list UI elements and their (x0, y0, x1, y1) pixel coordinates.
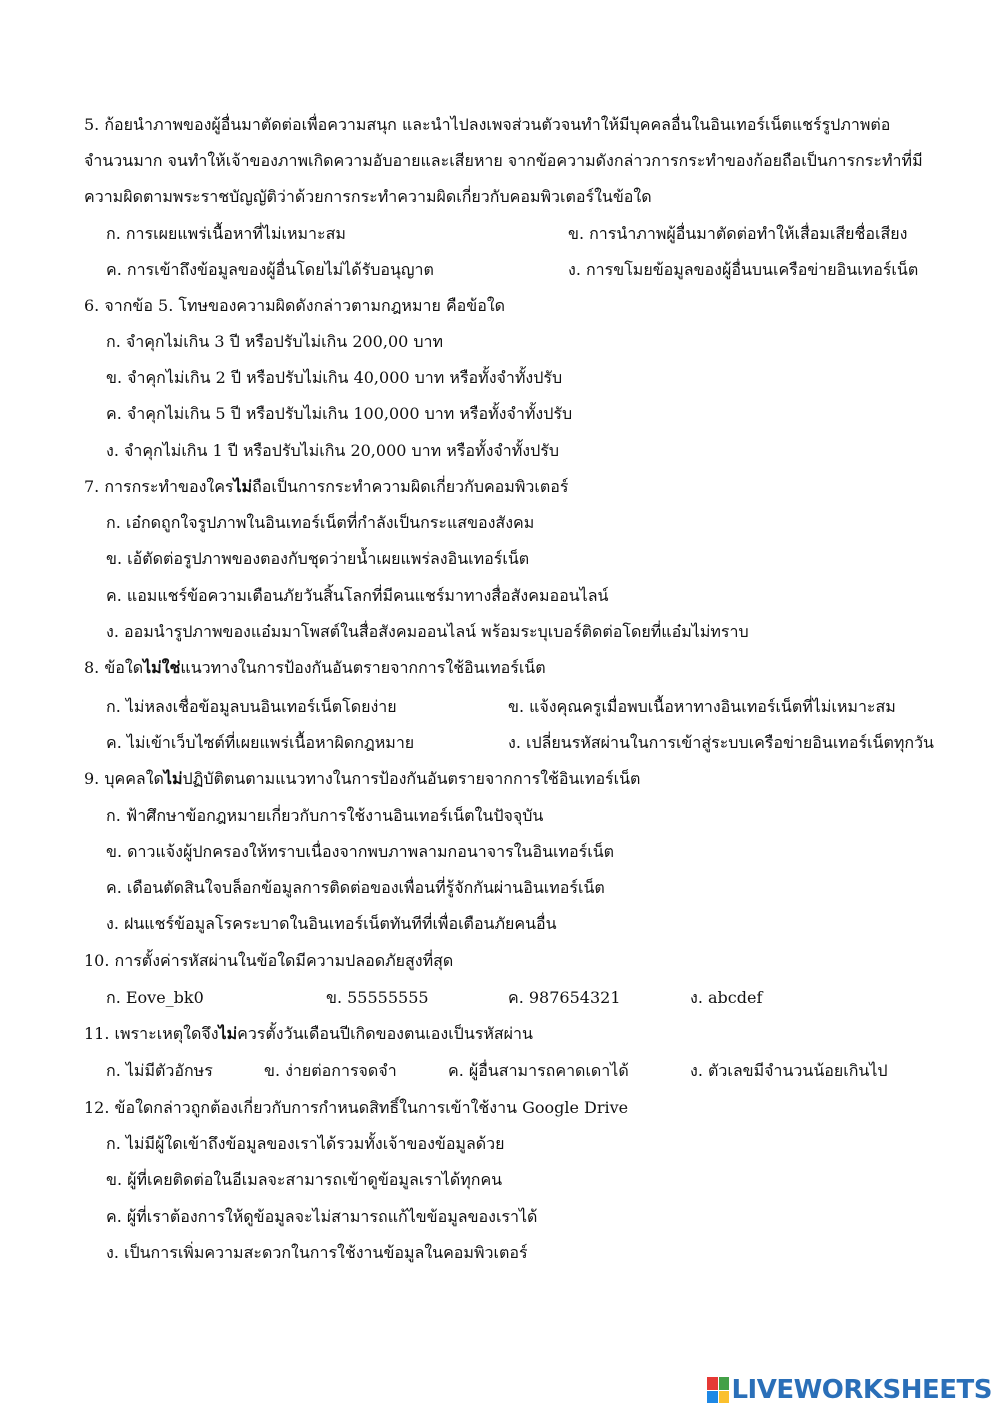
q6-option-b[interactable]: ข. จำคุกไม่เกิน 2 ปี หรือปรับไม่เกิน 40,000 บาท หรือทั้งจำทั้งปรับ (106, 368, 563, 387)
q8-text-post: แนวทางในการป้องกันอันตรายจากการใช้อินเทอร์เน็ต (180, 658, 546, 677)
q11-option-a[interactable]: ก. ไม่มีตัวอักษร (106, 1061, 213, 1080)
q10-option-c[interactable]: ค. 987654321 (508, 988, 621, 1007)
q9-text-post: ปฏิบัติตนตามแนวทางในการป้องกันอันตรายจากการใช้อินเทอร์เน็ต (182, 769, 641, 788)
q6-option-a[interactable]: ก. จำคุกไม่เกิน 3 ปี หรือปรับไม่เกิน 200,00 บาท (106, 332, 444, 351)
q6-option-c[interactable]: ค. จำคุกไม่เกิน 5 ปี หรือปรับไม่เกิน 100,000 บาท หรือทั้งจำทั้งปรับ (106, 404, 573, 423)
q5-line2: จำนวนมาก จนทำให้เจ้าของภาพเกิดความอับอายและเสียหาย จากข้อความดังกล่าวการกระทำของก้อยถือเป็นการกระทำที่มี (84, 151, 923, 170)
q9-text-emphasis: ไม่ (163, 769, 183, 788)
logo-mark-square (707, 1377, 718, 1390)
q12-option-c[interactable]: ค. ผู้ที่เราต้องการให้ดูข้อมูลจะไม่สามารถแก้ไขข้อมูลของเราได้ (106, 1207, 538, 1226)
q5-line3: ความผิดตามพระราชบัญญัติว่าด้วยการกระทำความผิดเกี่ยวกับคอมพิวเตอร์ในข้อใด (84, 187, 652, 206)
q7-option-b[interactable]: ข. เอ้ตัดต่อรูปภาพของตองกับชุดว่ายน้ำเผยแพร่ลงอินเทอร์เน็ต (106, 549, 530, 568)
q5-option-a[interactable]: ก. การเผยแพร่เนื้อหาที่ไม่เหมาะสม (106, 224, 346, 243)
q8-text-emphasis: ไม่ใช่ (143, 658, 181, 677)
q9-text (84, 768, 640, 790)
q9-option-d[interactable]: ง. ฝนแชร์ข้อมูลโรคระบาดในอินเทอร์เน็ตทันทีที่เพื่อเตือนภัยคนอื่น (106, 914, 557, 933)
q12-option-b[interactable]: ข. ผู้ที่เคยติดต่อในอีเมลจะสามารถเข้าดูข้อมูลเราได้ทุกคน (106, 1170, 503, 1189)
q7-text-pre: 7. การกระทำของใคร (84, 477, 234, 496)
q10-option-a[interactable]: ก. Eove_bk0 (106, 988, 204, 1007)
q12-text: 12. ข้อใดกล่าวถูกต้องเกี่ยวกับการกำหนดสิทธิ์ในการเข้าใช้งาน Google Drive (84, 1098, 629, 1117)
q11-option-b[interactable]: ข. ง่ายต่อการจดจำ (264, 1061, 397, 1080)
q7-option-a[interactable]: ก. เอ๋กดถูกใจรูปภาพในอินเทอร์เน็ตที่กำลังเป็นกระแสของสังคม (106, 513, 535, 532)
liveworksheets-logo-text: LIVEWORKSHEETS (731, 1375, 992, 1405)
q7-option-d[interactable]: ง. ออมนำรูปภาพของแอ๋มมาโพสต์ในสื่อสังคมออนไลน์ พร้อมระบุเบอร์ติดต่อโดยที่แอ๋มไม่ทราบ (106, 622, 749, 641)
q8-option-a[interactable]: ก. ไม่หลงเชื่อข้อมูลบนอินเทอร์เน็ตโดยง่าย (106, 697, 397, 716)
q8-text (84, 657, 546, 679)
q6-text: 6. จากข้อ 5. โทษของความผิดดังกล่าวตามกฎหมาย คือข้อใด (84, 296, 506, 315)
q12-option-a[interactable]: ก. ไม่มีผู้ใดเข้าถึงข้อมูลของเราได้รวมทั้งเจ้าของข้อมูลด้วย (106, 1134, 505, 1153)
q11-option-d[interactable]: ง. ตัวเลขมีจำนวนน้อยเกินไป (690, 1061, 888, 1080)
q10-option-d[interactable]: ง. abcdef (690, 988, 763, 1007)
q8-option-d[interactable]: ง. เปลี่ยนรหัสผ่านในการเข้าสู่ระบบเครือข่ายอินเทอร์เน็ตทุกวัน (508, 733, 934, 752)
q11-text (84, 1023, 533, 1045)
liveworksheets-logo (707, 1375, 992, 1405)
q9-option-b[interactable]: ข. ดาวแจ้งผู้ปกครองให้ทราบเนื่องจากพบภาพลามกอนาจารในอินเทอร์เน็ต (106, 842, 615, 861)
logo-mark-square (719, 1377, 730, 1390)
q8-option-b[interactable]: ข. แจ้งคุณครูเมื่อพบเนื้อหาทางอินเทอร์เน็ตที่ไม่เหมาะสม (508, 697, 896, 716)
q10-text: 10. การตั้งค่ารหัสผ่านในข้อใดมีความปลอดภัยสูงที่สุด (84, 951, 454, 970)
q5-line1: 5. ก้อยนำภาพของผู้อื่นมาตัดต่อเพื่อความสนุก และนำไปลงเพจส่วนตัวจนทำให้มีบุคคลอื่นในอินเทอร์เน็ตแชร์รูปภาพต่อ (84, 115, 891, 134)
q11-text-post: ควรตั้งวันเดือนปีเกิดของตนเองเป็นรหัสผ่าน (237, 1024, 533, 1043)
q11-text-pre: 11. เพราะเหตุใดจึง (84, 1024, 219, 1043)
logo-mark-square (719, 1391, 730, 1404)
q7-option-c[interactable]: ค. แอมแชร์ข้อความเตือนภัยวันสิ้นโลกที่มีคนแชร์มาทางสื่อสังคมออนไลน์ (106, 586, 609, 605)
q11-option-c[interactable]: ค. ผู้อื่นสามารถคาดเดาได้ (448, 1061, 629, 1080)
q12-option-d[interactable]: ง. เป็นการเพิ่มความสะดวกในการใช้งานข้อมูลในคอมพิวเตอร์ (106, 1243, 528, 1262)
q8-option-c[interactable]: ค. ไม่เข้าเว็บไซต์ที่เผยแพร่เนื้อหาผิดกฎหมาย (106, 733, 415, 752)
q9-text-pre: 9. บุคคลใด (84, 769, 164, 788)
q5-option-c[interactable]: ค. การเข้าถึงข้อมูลของผู้อื่นโดยไม่ได้รับอนุญาต (106, 260, 434, 279)
q7-text-emphasis: ไม่ (233, 477, 253, 496)
q7-text (84, 476, 568, 498)
q11-text-emphasis: ไม่ (218, 1024, 238, 1043)
q8-text-pre: 8. ข้อใด (84, 658, 144, 677)
q9-option-c[interactable]: ค. เดือนตัดสินใจบล็อกข้อมูลการติดต่อของเพื่อนที่รู้จักกันผ่านอินเทอร์เน็ต (106, 878, 605, 897)
q10-option-b[interactable]: ข. 55555555 (326, 988, 429, 1007)
q6-option-d[interactable]: ง. จำคุกไม่เกิน 1 ปี หรือปรับไม่เกิน 20,000 บาท หรือทั้งจำทั้งปรับ (106, 441, 560, 460)
q7-text-post: ถือเป็นการกระทำความผิดเกี่ยวกับคอมพิวเตอร์ (252, 477, 569, 496)
q9-option-a[interactable]: ก. ฟ้าศึกษาข้อกฎหมายเกี่ยวกับการใช้งานอินเทอร์เน็ตในปัจจุบัน (106, 806, 544, 825)
q5-option-d[interactable]: ง. การขโมยข้อมูลของผู้อื่นบนเครือข่ายอินเทอร์เน็ต (568, 260, 919, 279)
logo-mark-square (707, 1391, 718, 1404)
q5-option-b[interactable]: ข. การนำภาพผู้อื่นมาตัดต่อทำให้เสื่อมเสียชื่อเสียง (568, 224, 908, 243)
liveworksheets-mark-icon (707, 1377, 729, 1403)
